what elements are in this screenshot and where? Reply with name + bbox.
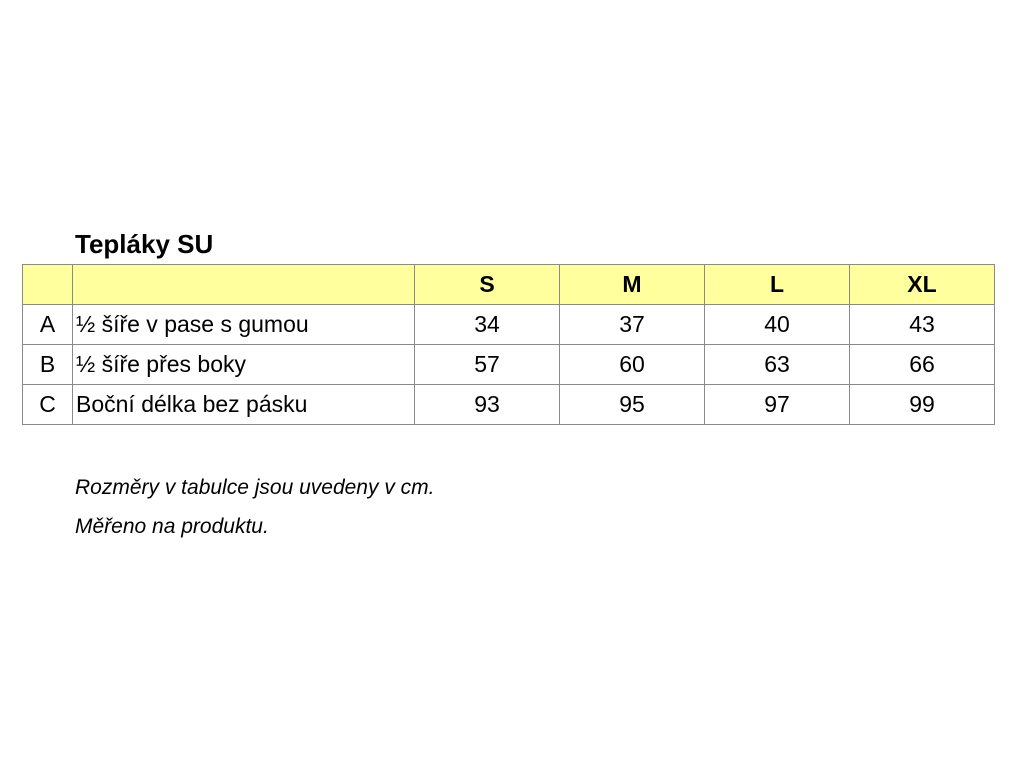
header-size-s: S: [415, 265, 560, 305]
measurement-note: Měřeno na produktu.: [75, 515, 269, 538]
table-row: [23, 345, 995, 385]
header-size-m: M: [560, 265, 705, 305]
row-label: ½ šíře přes boky: [73, 345, 415, 385]
cell-value: 93: [415, 385, 560, 425]
cell-value: 97: [705, 385, 850, 425]
cell-value: 60: [560, 345, 705, 385]
row-letter: A: [23, 305, 73, 345]
cell-value: 95: [560, 385, 705, 425]
page-title: Tepláky SU: [75, 229, 214, 259]
size-table: [22, 264, 995, 425]
cell-value: 63: [705, 345, 850, 385]
cell-value: 37: [560, 305, 705, 345]
row-label: Boční délka bez pásku: [73, 385, 415, 425]
table-row: [23, 385, 995, 425]
row-letter: B: [23, 345, 73, 385]
header-size-l: L: [705, 265, 850, 305]
row-label: ½ šíře v pase s gumou: [73, 305, 415, 345]
header-size-xl: XL: [850, 265, 995, 305]
cell-value: 66: [850, 345, 995, 385]
header-letter-cell: [23, 265, 73, 305]
cell-value: 57: [415, 345, 560, 385]
cell-value: 43: [850, 305, 995, 345]
cell-value: 40: [705, 305, 850, 345]
cell-value: 99: [850, 385, 995, 425]
table-row: [23, 305, 995, 345]
header-label-cell: [73, 265, 415, 305]
cell-value: 34: [415, 305, 560, 345]
units-note: Rozměry v tabulce jsou uvedeny v cm.: [75, 476, 435, 499]
table-header-row: [23, 265, 995, 305]
row-letter: C: [23, 385, 73, 425]
